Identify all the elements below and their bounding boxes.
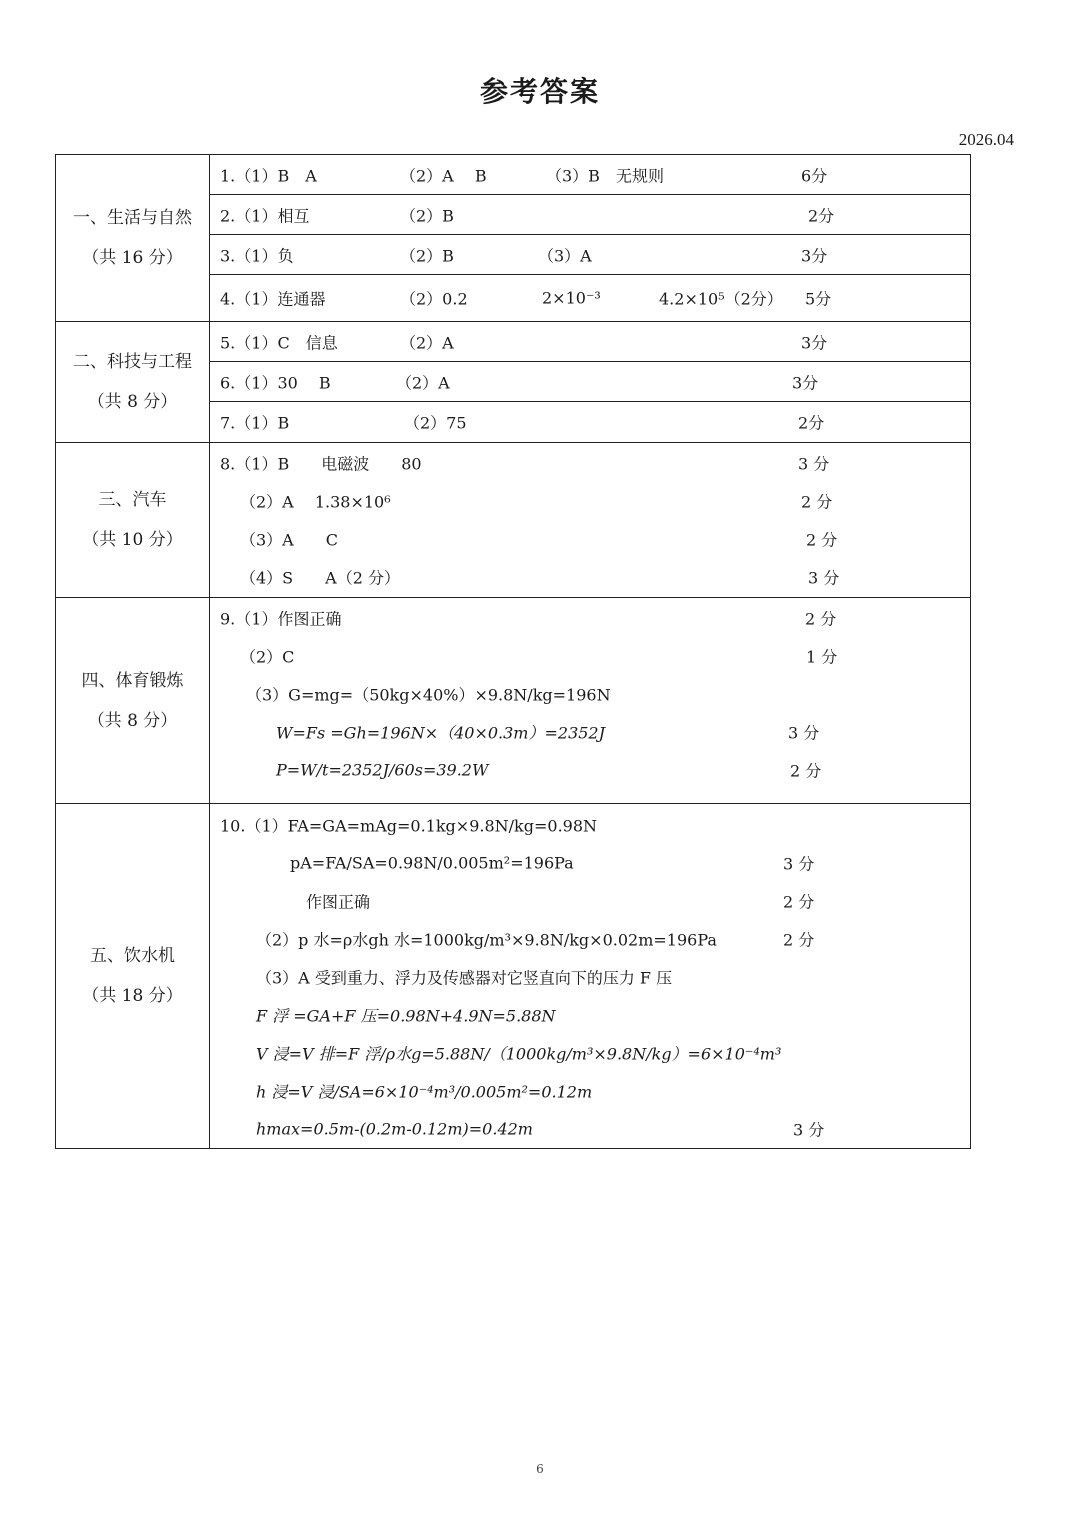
section-label — [56, 598, 210, 803]
answer-part: （2）75 — [404, 413, 467, 433]
answer-part: hmax=0.5m-(0.2m-0.12m)=0.42m — [256, 1119, 533, 1139]
section-points: （共 8 分） — [87, 710, 178, 731]
score: 2 分 — [783, 930, 815, 950]
section-5 — [56, 804, 970, 1148]
answer-part: 3.（1）负 — [220, 246, 294, 265]
answer-part: 7.（1）B — [220, 413, 290, 433]
answer-part: 10.（1）FA=GA=mAg=0.1kg×9.8N/kg=0.98N — [220, 816, 598, 836]
answer-part: （4）S A（2 分） — [240, 568, 400, 588]
section-points: （共 16 分） — [82, 248, 183, 268]
score: 3分 — [792, 373, 819, 392]
answer-part: （3）G=mg=（50kg×40%）×9.8N/kg=196N — [246, 685, 611, 705]
answer-part: （3）A — [538, 246, 592, 265]
score: 2分 — [798, 413, 825, 433]
section-name: 一、生活与自然 — [73, 208, 192, 228]
score: 5分 — [805, 289, 832, 309]
answer-row — [210, 520, 970, 558]
answer-row — [210, 155, 970, 195]
section-points: （共 10 分） — [82, 530, 183, 550]
answer-row — [210, 482, 970, 520]
section-label — [56, 322, 210, 442]
document-date: 2026.04 — [958, 130, 1014, 149]
answer-part: 4.（1）连通器 — [220, 289, 326, 309]
answer-part: （3）A 受到重力、浮力及传感器对它竖直向下的压力 F 压 — [256, 968, 673, 988]
answer-part: （2）A 1.38×10⁶ — [240, 492, 391, 512]
answer-part: P=W/t=2352J/60s=39.2W — [276, 760, 489, 780]
answer-part: （2）C — [240, 647, 295, 667]
answer-part: pA=FA/SA=0.98N/0.005m²=196Pa — [290, 853, 574, 873]
score: 3 分 — [808, 568, 840, 588]
score: 2 分 — [790, 761, 822, 781]
answer-part: 1.（1）B A — [220, 166, 317, 185]
answer-row — [210, 444, 970, 482]
answer-row — [210, 402, 970, 442]
section-4 — [56, 598, 970, 804]
answer-row — [210, 844, 970, 882]
section-name: 五、饮水机 — [90, 946, 175, 966]
answer-row — [210, 235, 970, 275]
page-number: 6 — [536, 1462, 544, 1476]
answer-row — [210, 1110, 970, 1148]
score: 6分 — [801, 166, 828, 185]
answer-row — [210, 882, 970, 920]
section-points: （共 18 分） — [82, 986, 183, 1006]
answer-row — [210, 195, 970, 235]
answer-row — [210, 558, 970, 596]
answer-row — [210, 675, 970, 713]
answer-row — [210, 362, 970, 402]
answer-part: （2）A B — [400, 166, 487, 185]
answer-row — [210, 806, 970, 844]
score: 3分 — [801, 333, 828, 352]
answer-part: F 浮 =GA+F 压=0.98N+4.9N=5.88N — [256, 1006, 556, 1026]
answer-row — [210, 920, 970, 958]
score: 2 分 — [801, 492, 833, 512]
section-name: 四、体育锻炼 — [81, 670, 184, 691]
score: 2分 — [808, 206, 835, 225]
score: 2 分 — [805, 609, 837, 629]
section-label — [56, 804, 210, 1148]
answer-row — [210, 996, 970, 1034]
answer-part: （2）B — [400, 206, 454, 225]
score: 1 分 — [806, 647, 838, 667]
section-label — [56, 443, 210, 597]
answer-row — [210, 958, 970, 996]
answer-row — [210, 637, 970, 675]
answer-row — [210, 713, 970, 751]
answer-row — [210, 1072, 970, 1110]
answer-part: 8.（1）B 电磁波 80 — [220, 454, 422, 474]
section-2 — [56, 322, 970, 443]
score: 3 分 — [788, 723, 820, 743]
score: 3 分 — [793, 1120, 825, 1140]
page-title: 参考答案 — [479, 75, 600, 108]
answer-table — [55, 154, 971, 1149]
answer-part: 2×10⁻³ — [542, 288, 601, 308]
answer-row — [210, 751, 970, 789]
answer-part: （3）B 无规则 — [546, 166, 664, 185]
score: 2 分 — [806, 530, 838, 550]
answer-part: （2）A — [396, 373, 450, 392]
answer-part: （3）A C — [240, 530, 338, 550]
answer-row — [210, 1034, 970, 1072]
section-name: 二、科技与工程 — [73, 352, 192, 372]
answer-part: （2）A — [400, 333, 454, 352]
answer-row — [210, 275, 970, 321]
answer-part: W=Fs =Gh=196N×（40×0.3m）=2352J — [276, 723, 606, 743]
answer-part: 9.（1）作图正确 — [220, 609, 342, 629]
answer-part: 2.（1）相互 — [220, 206, 310, 225]
answer-part: （2）B — [400, 246, 454, 265]
answer-part: h 浸=V 浸/SA=6×10⁻⁴m³/0.005m²=0.12m — [256, 1082, 593, 1102]
answer-part: 5.（1）C 信息 — [220, 333, 338, 352]
section-label — [56, 155, 210, 321]
answer-part: 6.（1）30 B — [220, 373, 331, 392]
answer-part: （2）0.2 — [400, 289, 468, 309]
answer-row — [210, 599, 970, 637]
section-name: 三、汽车 — [98, 490, 167, 510]
answer-row — [210, 322, 970, 362]
score: 2 分 — [783, 892, 815, 912]
score: 3 分 — [783, 854, 815, 874]
answer-part: （2）p 水=ρ水gh 水=1000kg/m³×9.8N/kg×0.02m=196Pa — [256, 930, 717, 950]
answer-part: V 浸=V 排=F 浮/ρ水g=5.88N/（1000kg/m³×9.8N/kg）=6×10⁻⁴m³ — [256, 1044, 782, 1064]
section-3 — [56, 443, 970, 598]
section-1 — [56, 155, 970, 322]
answer-part: 4.2×10⁵（2分） — [659, 289, 783, 309]
score: 3 分 — [798, 454, 830, 474]
section-points: （共 8 分） — [87, 392, 178, 412]
score: 3分 — [801, 246, 828, 265]
answer-part: 作图正确 — [306, 892, 371, 912]
